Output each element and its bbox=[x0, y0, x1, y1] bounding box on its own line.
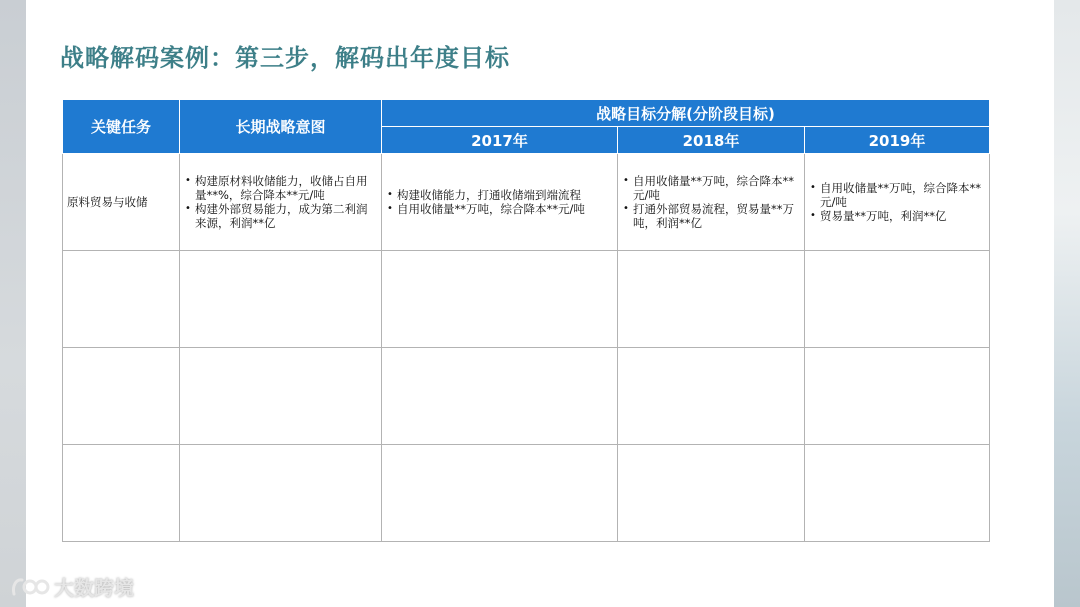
year-2019-cell bbox=[805, 154, 990, 251]
intent-cell bbox=[180, 154, 382, 251]
list-item: • 构建收储能力，打通收储端到端流程 bbox=[387, 188, 613, 202]
task-cell: 原料贸易与收储 bbox=[63, 154, 180, 251]
table-cell bbox=[618, 348, 805, 445]
list-item: • 贸易量**万吨，利润**亿 bbox=[810, 209, 985, 223]
brand-logo-icon bbox=[10, 574, 50, 600]
list-item: • 构建外部贸易能力，成为第二利润来源，利润**亿 bbox=[185, 202, 377, 230]
watermark-text: 大数跨境 bbox=[54, 576, 134, 600]
slide-title: 战略解码案例：第三步，解码出年度目标 bbox=[60, 44, 510, 72]
table-cell bbox=[618, 251, 805, 348]
table-cell bbox=[805, 251, 990, 348]
table-cell bbox=[382, 348, 618, 445]
background-right-strip bbox=[1054, 0, 1080, 607]
list-item: • 自用收储量**万吨，综合降本**元/吨 bbox=[387, 202, 613, 216]
header-goal-breakdown: 战略目标分解(分阶段目标) bbox=[382, 100, 990, 127]
table-row bbox=[63, 348, 990, 445]
table-row bbox=[63, 445, 990, 542]
table-cell bbox=[180, 348, 382, 445]
table-cell bbox=[180, 251, 382, 348]
table-cell bbox=[382, 445, 618, 542]
watermark-logo bbox=[10, 572, 134, 601]
background-left-strip bbox=[0, 0, 26, 607]
table-cell bbox=[805, 445, 990, 542]
table-cell bbox=[805, 348, 990, 445]
table-cell bbox=[63, 348, 180, 445]
table-cell bbox=[618, 445, 805, 542]
table-cell bbox=[382, 251, 618, 348]
table-row bbox=[63, 154, 990, 251]
list-item: • 打通外部贸易流程，贸易量**万吨，利润**亿 bbox=[623, 202, 800, 230]
year-2017-cell bbox=[382, 154, 618, 251]
slide-canvas bbox=[26, 0, 1054, 607]
header-key-task: 关键任务 bbox=[63, 100, 180, 154]
table-cell bbox=[63, 251, 180, 348]
list-item: • 自用收储量**万吨，综合降本**元/吨 bbox=[810, 181, 985, 209]
table-cell bbox=[63, 445, 180, 542]
table-row bbox=[63, 251, 990, 348]
header-year-2018: 2018年 bbox=[618, 127, 805, 154]
strategy-table bbox=[62, 99, 990, 542]
list-item: • 构建原材料收储能力，收储占自用量**%，综合降本**元/吨 bbox=[185, 174, 377, 202]
header-long-term-intent: 长期战略意图 bbox=[180, 100, 382, 154]
table-cell bbox=[180, 445, 382, 542]
header-year-2019: 2019年 bbox=[805, 127, 990, 154]
year-2018-cell bbox=[618, 154, 805, 251]
header-year-2017: 2017年 bbox=[382, 127, 618, 154]
list-item: • 自用收储量**万吨，综合降本**元/吨 bbox=[623, 174, 800, 202]
